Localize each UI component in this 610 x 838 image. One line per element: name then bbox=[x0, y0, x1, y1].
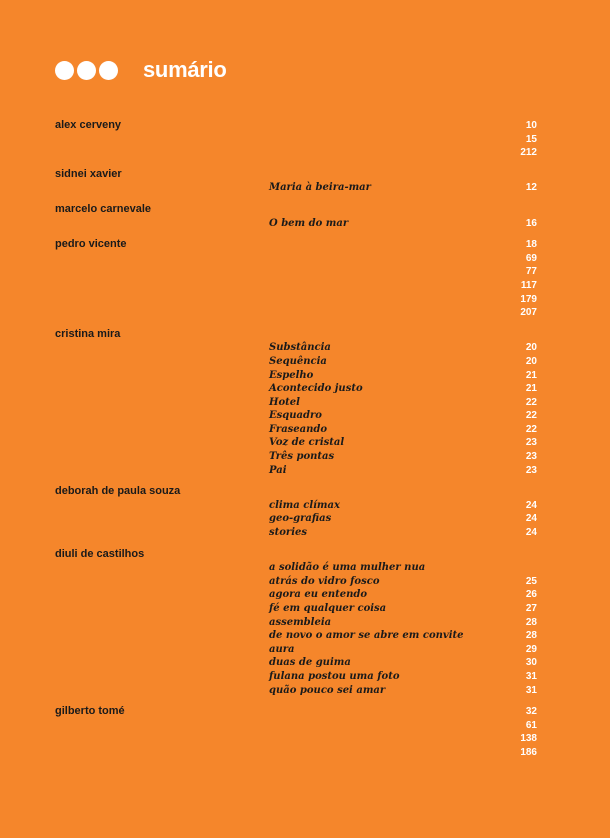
work-title: stories bbox=[269, 527, 307, 539]
page-number: 10 bbox=[525, 120, 537, 131]
page-number-list bbox=[497, 119, 537, 160]
work-title: O bem do mar bbox=[269, 217, 349, 229]
page-number: 23 bbox=[525, 437, 537, 449]
page-number: 21 bbox=[525, 369, 537, 381]
page-title: sumário bbox=[143, 57, 227, 82]
work-title: geo-grafias bbox=[269, 513, 332, 525]
page-number: 30 bbox=[525, 657, 537, 669]
page-number: 179 bbox=[520, 293, 537, 305]
page-number: 212 bbox=[520, 147, 537, 159]
author-name: cristina mira bbox=[55, 327, 121, 340]
page-number: 12 bbox=[525, 182, 537, 194]
work-title: a solidão é uma mulher nua bbox=[269, 562, 426, 574]
page-number: 16 bbox=[525, 217, 537, 229]
page-number: 26 bbox=[525, 589, 537, 601]
work-title: Acontecido justo bbox=[269, 383, 363, 395]
page-number-list bbox=[497, 328, 537, 478]
toc-entry bbox=[55, 238, 537, 320]
toc-entry bbox=[55, 548, 537, 698]
page-number: 23 bbox=[525, 451, 537, 463]
page-number: 24 bbox=[525, 499, 537, 511]
work-list bbox=[269, 328, 497, 478]
page-number-list bbox=[497, 705, 537, 759]
page-number: 77 bbox=[525, 266, 537, 278]
page-number: 22 bbox=[525, 396, 537, 408]
page-number: 18 bbox=[525, 239, 537, 251]
page-number: 138 bbox=[520, 733, 537, 745]
page-number: 29 bbox=[525, 643, 537, 655]
work-title: quão pouco sei amar bbox=[269, 684, 386, 696]
page-number: 186 bbox=[520, 746, 537, 758]
page-number: 28 bbox=[525, 630, 537, 642]
work-title: Esquadro bbox=[269, 410, 322, 422]
work-title: assembleia bbox=[269, 616, 332, 628]
author-name: pedro vicente bbox=[55, 238, 127, 251]
work-title: fulana postou uma foto bbox=[269, 670, 400, 682]
work-list bbox=[269, 238, 497, 320]
work-title: duas de guima bbox=[269, 657, 351, 669]
work-title: Pai bbox=[269, 464, 287, 476]
author-name: marcelo carnevale bbox=[55, 202, 152, 215]
page-number: 31 bbox=[525, 670, 537, 682]
circle-icon bbox=[77, 61, 96, 80]
work-title: aura bbox=[269, 643, 295, 655]
page-number: 32 bbox=[525, 706, 537, 718]
page-number: 27 bbox=[525, 603, 537, 614]
toc-entry bbox=[55, 705, 537, 759]
work-title: clima clímax bbox=[269, 499, 340, 511]
page-number: 24 bbox=[525, 527, 537, 539]
work-list bbox=[269, 548, 497, 698]
circle-icon bbox=[55, 61, 74, 80]
toc-entry bbox=[55, 119, 537, 160]
work-title: Voz de cristal bbox=[269, 437, 345, 449]
page-number: 15 bbox=[525, 133, 537, 145]
toc-entry bbox=[55, 485, 537, 539]
page-number-list bbox=[497, 548, 537, 698]
work-title: Três pontas bbox=[269, 451, 335, 463]
page-number: 23 bbox=[525, 464, 537, 476]
page-number-list bbox=[497, 168, 537, 195]
work-title: Sequência bbox=[269, 355, 327, 367]
circle-icon bbox=[99, 61, 118, 80]
section-header bbox=[55, 58, 226, 82]
work-title: atrás do vidro fosco bbox=[269, 575, 380, 587]
work-title: agora eu entendo bbox=[269, 589, 368, 601]
page-number: 20 bbox=[525, 342, 537, 354]
toc-entry bbox=[55, 203, 537, 230]
work-list bbox=[269, 705, 497, 759]
work-title: Substância bbox=[269, 342, 331, 354]
work-title: Maria à beira-mar bbox=[269, 182, 371, 194]
toc-entry bbox=[55, 168, 537, 195]
page-number-list bbox=[497, 203, 537, 230]
work-title: Fraseando bbox=[269, 423, 328, 435]
work-title: Espelho bbox=[269, 369, 314, 381]
page-number: 22 bbox=[525, 423, 537, 435]
page-number: 20 bbox=[525, 355, 537, 367]
page-number: 117 bbox=[520, 279, 537, 291]
work-title: Hotel bbox=[269, 396, 300, 408]
author-name: sidnei xavier bbox=[55, 167, 122, 180]
page-number-list bbox=[497, 238, 537, 320]
toc-entry bbox=[55, 328, 537, 478]
page-number: 25 bbox=[525, 575, 537, 587]
author-name: gilberto tomé bbox=[55, 705, 125, 718]
work-title: fé em qualquer coisa bbox=[269, 603, 387, 614]
page-number: 31 bbox=[525, 684, 537, 696]
page-number: 207 bbox=[520, 307, 537, 319]
author-name: alex cerveny bbox=[55, 119, 122, 131]
page-number: 24 bbox=[525, 513, 537, 525]
page-number: 28 bbox=[525, 616, 537, 628]
page-number: 61 bbox=[525, 719, 537, 731]
page-number: 22 bbox=[525, 410, 537, 422]
work-list bbox=[269, 485, 497, 539]
author-name: deborah de paula souza bbox=[55, 485, 181, 498]
work-list bbox=[269, 168, 497, 195]
work-list bbox=[269, 203, 497, 230]
table-of-contents bbox=[55, 119, 537, 768]
work-title: de novo o amor se abre em convite bbox=[269, 630, 464, 642]
work-list bbox=[269, 119, 497, 160]
author-name: diuli de castilhos bbox=[55, 547, 145, 560]
page-number: 21 bbox=[525, 383, 537, 395]
page-number-list bbox=[497, 485, 537, 539]
page-number: 69 bbox=[525, 252, 537, 264]
